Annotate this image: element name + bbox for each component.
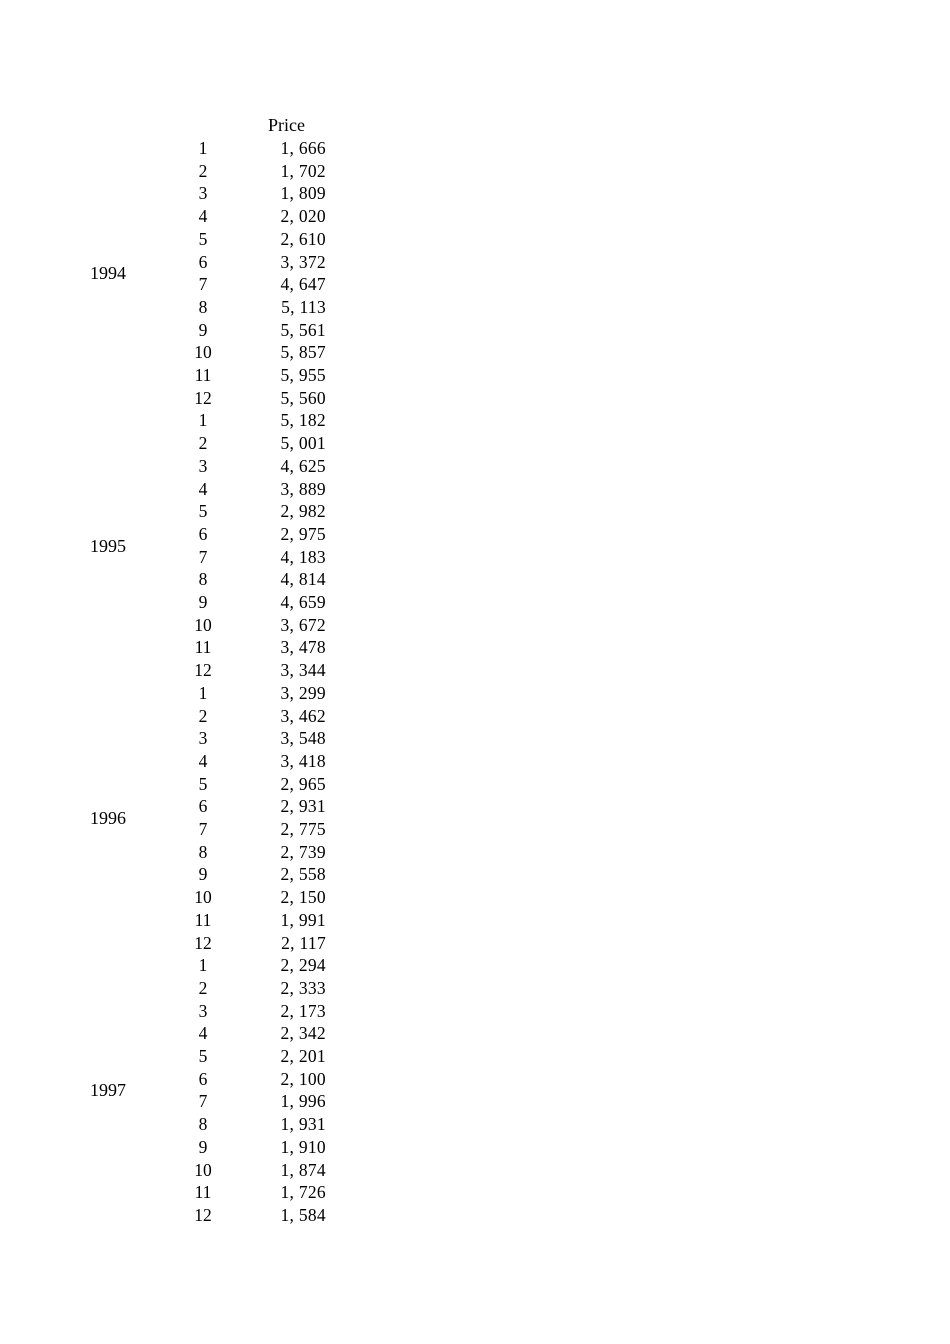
month-cell: 12 xyxy=(194,932,212,953)
month-cell: 5 xyxy=(198,1046,208,1066)
price-cell: 3, 478 xyxy=(280,637,326,658)
year-label: 1997 xyxy=(90,1080,126,1101)
table-row xyxy=(150,1136,350,1159)
price-cell: 2, 173 xyxy=(280,1000,326,1021)
table-row xyxy=(150,636,350,659)
price-cell: 4, 814 xyxy=(280,569,326,590)
price-cell: 3, 889 xyxy=(280,478,326,499)
price-cell: 1, 666 xyxy=(280,138,326,158)
price-cell: 4, 625 xyxy=(280,455,326,476)
price-cell: 2, 982 xyxy=(280,501,326,522)
price-cell: 1, 726 xyxy=(280,1182,326,1203)
month-cell: 3 xyxy=(198,455,208,476)
month-cell: 7 xyxy=(198,546,208,567)
month-cell: 8 xyxy=(198,296,208,317)
month-cell: 8 xyxy=(198,1114,208,1135)
price-cell: 3, 548 xyxy=(280,728,326,749)
month-cell: 1 xyxy=(198,955,208,976)
table-row xyxy=(150,546,350,569)
month-cell: 9 xyxy=(198,1136,208,1157)
price-cell: 5, 561 xyxy=(280,319,326,340)
table-row xyxy=(150,251,350,274)
table-row xyxy=(150,932,350,955)
month-cell: 3 xyxy=(198,183,208,204)
table-row xyxy=(150,1045,350,1068)
table-row xyxy=(150,409,350,432)
table-row xyxy=(150,977,350,1000)
table-row xyxy=(150,500,350,523)
year-label: 1996 xyxy=(90,808,126,828)
price-cell: 1, 910 xyxy=(280,1136,326,1157)
month-cell: 4 xyxy=(198,206,208,227)
price-cell: 1, 874 xyxy=(280,1159,326,1180)
table-row xyxy=(150,341,350,364)
price-cell: 2, 342 xyxy=(280,1023,326,1044)
price-column-header: Price xyxy=(268,115,305,135)
table-row xyxy=(150,387,350,410)
month-cell: 7 xyxy=(198,819,208,839)
table-row xyxy=(150,432,350,455)
price-cell: 3, 418 xyxy=(280,750,326,771)
month-cell: 8 xyxy=(198,841,208,862)
table-row xyxy=(150,1204,350,1227)
month-cell: 6 xyxy=(198,251,208,272)
year-label: 1994 xyxy=(90,263,126,284)
table-row xyxy=(150,705,350,728)
price-cell: 1, 991 xyxy=(280,909,326,930)
table-row xyxy=(150,1000,350,1023)
month-cell: 10 xyxy=(194,1159,212,1180)
table-row xyxy=(150,1090,350,1113)
month-cell: 8 xyxy=(198,569,208,590)
table-row xyxy=(150,1068,350,1091)
table-row xyxy=(150,137,350,160)
price-cell: 5, 001 xyxy=(280,433,326,454)
price-cell: 5, 113 xyxy=(281,296,326,317)
month-cell: 11 xyxy=(194,909,212,930)
month-cell: 7 xyxy=(198,274,208,295)
price-cell: 2, 739 xyxy=(280,841,326,862)
table-row xyxy=(150,1181,350,1204)
price-cell: 5, 955 xyxy=(280,365,326,385)
table-row xyxy=(150,523,350,546)
table-row xyxy=(150,591,350,614)
table-row xyxy=(150,1113,350,1136)
price-cell: 3, 344 xyxy=(280,660,326,681)
month-cell: 9 xyxy=(198,864,208,885)
table-row xyxy=(150,228,350,251)
table-row xyxy=(150,818,350,841)
price-cell: 2, 117 xyxy=(281,932,326,953)
month-cell: 2 xyxy=(198,433,208,454)
table-row xyxy=(150,1022,350,1045)
table-row xyxy=(150,886,350,909)
table-row xyxy=(150,205,350,228)
price-cell: 1, 996 xyxy=(280,1091,326,1112)
month-cell: 4 xyxy=(198,478,208,499)
month-cell: 1 xyxy=(198,682,208,703)
month-cell: 10 xyxy=(194,614,212,635)
table-row xyxy=(150,863,350,886)
table-row xyxy=(150,364,350,387)
table-row xyxy=(150,182,350,205)
month-cell: 10 xyxy=(194,887,212,908)
month-cell: 11 xyxy=(194,1182,212,1203)
price-cell: 1, 931 xyxy=(280,1114,326,1135)
month-cell: 5 xyxy=(198,773,208,794)
month-cell: 1 xyxy=(198,138,208,158)
price-cell: 5, 560 xyxy=(280,387,326,408)
price-cell: 3, 462 xyxy=(280,705,326,726)
table-row xyxy=(150,727,350,750)
year-label: 1995 xyxy=(90,535,126,556)
price-cell: 2, 775 xyxy=(280,819,326,839)
price-cell: 1, 702 xyxy=(280,160,326,181)
price-cell: 1, 809 xyxy=(280,183,326,204)
month-cell: 5 xyxy=(198,228,208,249)
table-row xyxy=(150,160,350,183)
table-row xyxy=(150,841,350,864)
price-cell: 5, 182 xyxy=(280,410,326,431)
price-cell: 4, 647 xyxy=(280,274,326,295)
table-row xyxy=(150,319,350,342)
month-cell: 5 xyxy=(198,501,208,522)
month-cell: 9 xyxy=(198,592,208,612)
table-row xyxy=(150,568,350,591)
price-cell: 3, 299 xyxy=(280,682,326,703)
month-cell: 6 xyxy=(198,523,208,544)
month-cell: 12 xyxy=(194,1204,212,1225)
price-cell: 3, 372 xyxy=(280,251,326,272)
month-cell: 3 xyxy=(198,728,208,749)
month-cell: 11 xyxy=(194,637,212,658)
table-row xyxy=(150,750,350,773)
table-row xyxy=(150,478,350,501)
price-cell: 2, 020 xyxy=(280,206,326,227)
table-row xyxy=(150,682,350,705)
month-cell: 9 xyxy=(198,319,208,340)
table-row xyxy=(150,909,350,932)
price-cell: 2, 201 xyxy=(280,1046,326,1066)
month-cell: 6 xyxy=(198,1068,208,1089)
month-cell: 10 xyxy=(194,342,212,363)
month-cell: 1 xyxy=(198,410,208,431)
table-row xyxy=(150,795,350,818)
table-row xyxy=(150,273,350,296)
table-row xyxy=(150,455,350,478)
month-cell: 12 xyxy=(194,660,212,681)
month-cell: 4 xyxy=(198,1023,208,1044)
month-cell: 11 xyxy=(194,365,212,385)
price-cell: 2, 333 xyxy=(280,977,326,998)
price-cell: 2, 975 xyxy=(280,523,326,544)
table-row xyxy=(150,614,350,637)
month-cell: 6 xyxy=(198,796,208,817)
month-cell: 2 xyxy=(198,977,208,998)
month-cell: 7 xyxy=(198,1091,208,1112)
month-cell: 3 xyxy=(198,1000,208,1021)
price-cell: 2, 965 xyxy=(280,773,326,794)
price-cell: 5, 857 xyxy=(280,342,326,363)
price-cell: 2, 931 xyxy=(280,796,326,817)
month-cell: 4 xyxy=(198,750,208,771)
price-cell: 1, 584 xyxy=(280,1204,326,1225)
price-cell: 2, 610 xyxy=(280,228,326,249)
month-cell: 2 xyxy=(198,160,208,181)
price-cell: 4, 183 xyxy=(280,546,326,567)
table-row xyxy=(150,954,350,977)
month-cell: 2 xyxy=(198,705,208,726)
month-cell: 12 xyxy=(194,387,212,408)
price-cell: 2, 100 xyxy=(280,1068,326,1089)
table-row xyxy=(150,296,350,319)
table-row xyxy=(150,773,350,796)
table-row xyxy=(150,659,350,682)
price-cell: 3, 672 xyxy=(280,614,326,635)
table-row xyxy=(150,1159,350,1182)
price-cell: 2, 150 xyxy=(280,887,326,908)
price-cell: 2, 294 xyxy=(280,955,326,976)
price-cell: 2, 558 xyxy=(280,864,326,885)
price-cell: 4, 659 xyxy=(280,592,326,612)
